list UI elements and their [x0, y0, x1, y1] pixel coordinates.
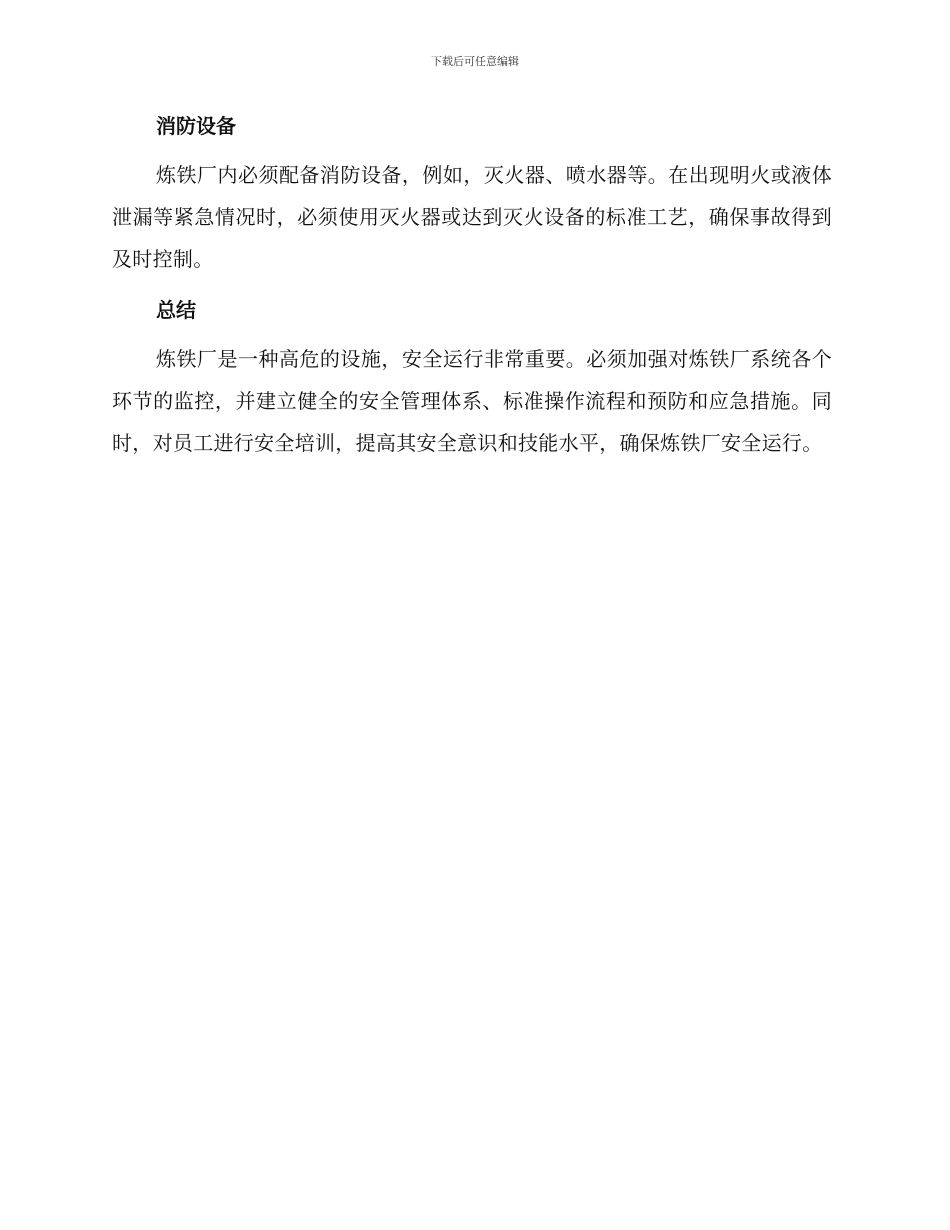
document-body [112, 108, 832, 464]
section-title-fire-equipment: 消防设备 [156, 114, 236, 138]
section-title-summary: 总结 [156, 298, 196, 322]
section-paragraph-summary: 炼铁厂是一种高危的设施，安全运行非常重要。必须加强对炼铁厂系统各个环节的监控，并建立健全的安全管理体系、标准操作流程和预防和应急措施。同时，对员工进行安全培训，提高其安全意识和技能水平，确保炼铁厂安全运行。 [112, 347, 832, 455]
page-header: 下载后可任意编辑 [431, 55, 519, 68]
section-paragraph-fire-equipment: 炼铁厂内必须配备消防设备，例如，灭火器、喷水器等。在出现明火或液体泄漏等紧急情况时，必须使用灭火器或达到灭火设备的标准工艺，确保事故得到及时控制。 [112, 163, 832, 271]
